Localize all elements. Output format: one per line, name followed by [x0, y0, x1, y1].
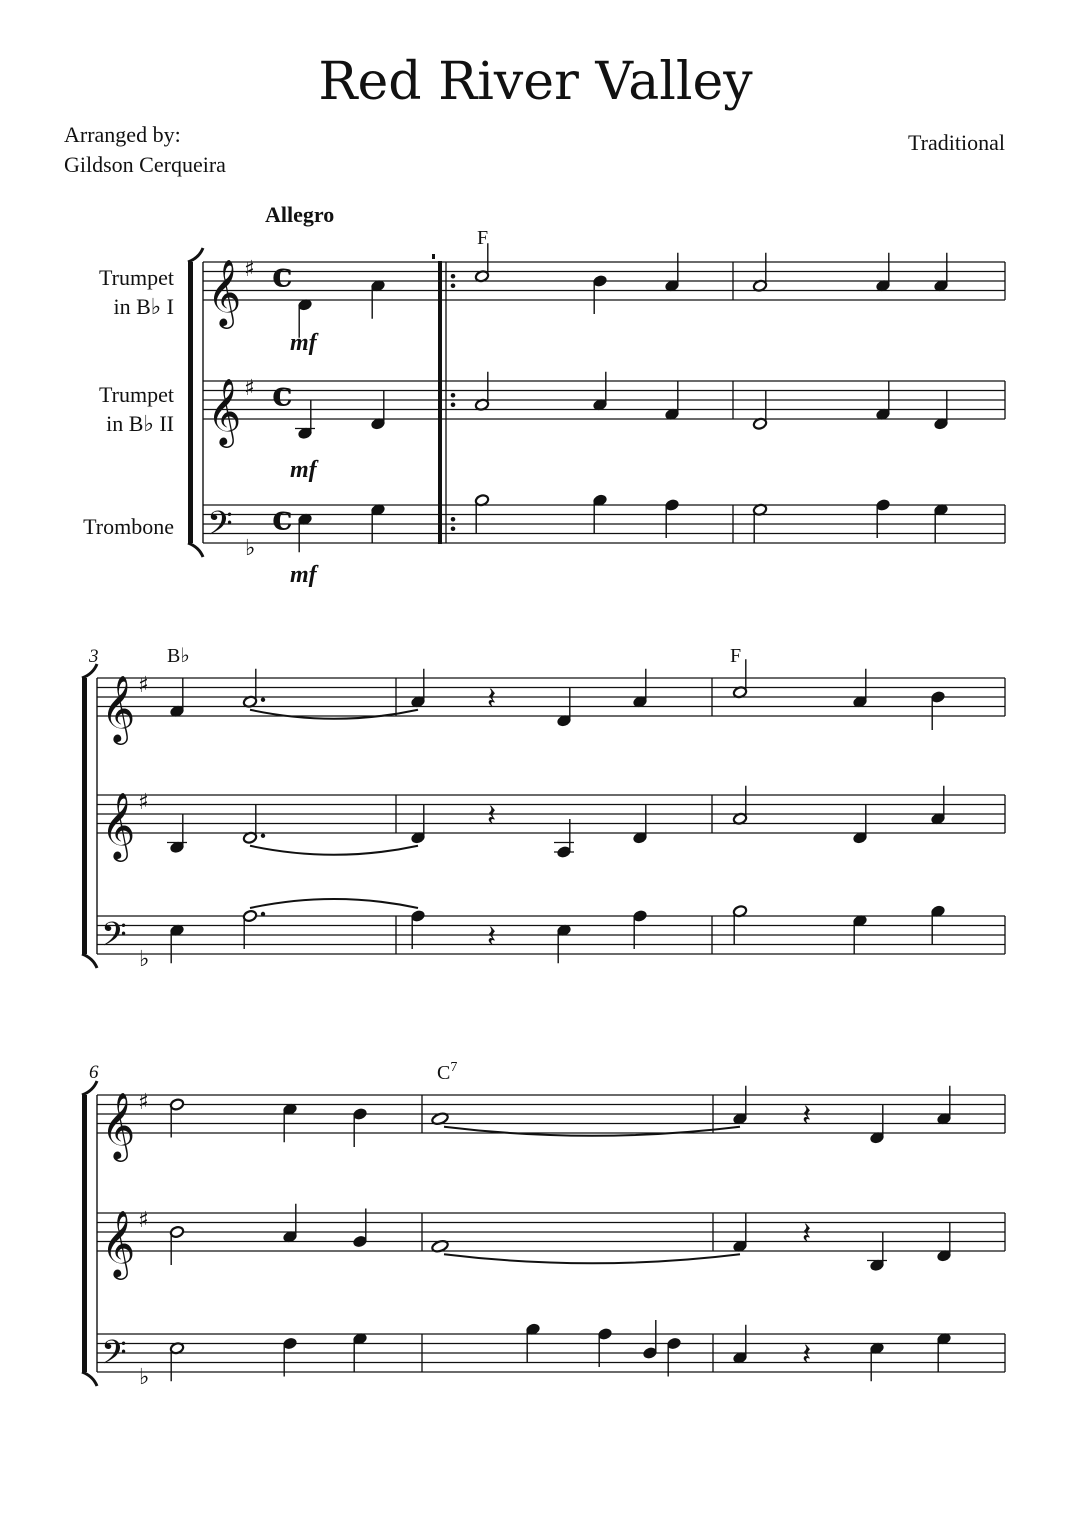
bass-clef: 𝄢 [101, 1334, 127, 1380]
note [475, 494, 490, 533]
instrument-name: Trumpet [99, 265, 174, 290]
bracket-hook [82, 1372, 97, 1386]
note [633, 805, 648, 844]
note [665, 381, 680, 420]
note [170, 1226, 185, 1265]
chord-symbol [437, 1060, 457, 1084]
system-bracket [188, 262, 193, 543]
note [853, 805, 868, 844]
common-time-signature: c [272, 374, 293, 415]
note [931, 786, 946, 825]
repeat-dot [451, 283, 456, 288]
measure-number: 6 [89, 1062, 99, 1083]
note [411, 805, 426, 844]
repeat-dot [451, 526, 456, 531]
key-sharp: ♯ [138, 1090, 149, 1115]
quarter-rest: 𝄽 [802, 1337, 812, 1373]
note [298, 400, 313, 439]
note [931, 691, 946, 730]
note [937, 1223, 952, 1262]
augmentation-dot [261, 834, 265, 838]
note [876, 253, 891, 292]
tie [250, 899, 418, 908]
note [557, 688, 572, 727]
note [937, 1332, 952, 1371]
note [934, 503, 949, 542]
dynamic-marking: mf [290, 457, 317, 483]
note [243, 910, 266, 949]
note [170, 814, 185, 853]
note [643, 1320, 658, 1359]
chord-symbol: F [477, 227, 489, 249]
note [934, 391, 949, 430]
key-sharp: ♯ [244, 376, 255, 401]
note [371, 503, 386, 542]
note [931, 905, 946, 944]
arranged-by-label: Arranged by: [64, 122, 181, 147]
composer-credit: Traditional [908, 130, 1005, 155]
note [371, 391, 386, 430]
treble-clef: 𝄞 [207, 258, 242, 326]
repeat-dot [451, 274, 456, 279]
bass-clef: 𝄢 [101, 916, 127, 962]
common-time-signature: c [272, 255, 293, 296]
note [753, 253, 768, 292]
note [853, 914, 868, 953]
key-sharp: ♯ [138, 1208, 149, 1233]
augmentation-dot [261, 912, 265, 916]
measure-number: 3 [89, 646, 99, 667]
note [353, 1332, 368, 1371]
note [243, 805, 266, 844]
instrument-transposition: in B♭ I [113, 294, 174, 319]
note [170, 1098, 185, 1137]
bracket-hook [188, 543, 203, 557]
augmentation-dot [261, 698, 265, 702]
score-title: Red River Valley [318, 52, 753, 112]
bass-clef: 𝄢 [207, 505, 233, 551]
repeat-dot [451, 517, 456, 522]
note [283, 1103, 298, 1142]
treble-clef: 𝄞 [207, 377, 242, 445]
note [298, 513, 313, 552]
key-sharp: ♯ [138, 673, 149, 698]
bracket-hook [82, 1081, 97, 1095]
quarter-rest: 𝄽 [802, 1098, 812, 1134]
key-sharp: ♯ [138, 790, 149, 815]
repeat-dot [451, 402, 456, 407]
arranger-name: Gildson Cerqueira [64, 152, 226, 177]
quarter-rest: 𝄽 [487, 681, 497, 717]
note [633, 669, 648, 708]
note [667, 1337, 682, 1376]
treble-clef: 𝄞 [101, 674, 136, 742]
note [593, 494, 608, 533]
note [934, 253, 949, 292]
note [733, 1325, 748, 1364]
note [733, 1213, 748, 1252]
note [475, 372, 490, 411]
key-flat: ♭ [139, 947, 150, 972]
key-flat: ♭ [139, 1365, 150, 1390]
note [411, 669, 426, 708]
note [733, 1086, 748, 1125]
note [876, 499, 891, 538]
note [283, 1337, 298, 1376]
note [937, 1086, 952, 1125]
note [633, 910, 648, 949]
quarter-rest: 𝄽 [487, 919, 497, 955]
chord-symbol: F [730, 645, 742, 667]
note [170, 678, 185, 717]
treble-clef: 𝄞 [101, 1209, 136, 1277]
tie [444, 1254, 740, 1263]
chord-symbol: B♭ [167, 645, 190, 667]
tie [250, 710, 418, 719]
key-flat: ♭ [245, 536, 256, 561]
note [598, 1328, 613, 1367]
note [475, 243, 490, 282]
tie [250, 846, 418, 855]
note [170, 924, 185, 963]
note [753, 391, 768, 430]
note [170, 1342, 185, 1381]
note [753, 503, 768, 542]
note [870, 1105, 885, 1144]
note [876, 381, 891, 420]
note [353, 1108, 368, 1147]
note [853, 669, 868, 708]
note [593, 275, 608, 314]
note [665, 253, 680, 292]
tie [444, 1127, 740, 1136]
tempo-marking: Allegro [265, 202, 335, 227]
note [353, 1209, 368, 1248]
instrument-name: Trumpet [99, 382, 174, 407]
note [526, 1323, 541, 1362]
repeat-thick-bar [438, 261, 442, 544]
note [371, 279, 386, 318]
repeat-dot [451, 393, 456, 398]
bracket-hook [188, 248, 203, 262]
note [665, 499, 680, 538]
treble-clef: 𝄞 [101, 1091, 136, 1159]
chord-root: C [437, 1062, 451, 1084]
bracket-hook-small [432, 254, 435, 259]
chord-extension: 7 [450, 1060, 458, 1075]
quarter-rest: 𝄽 [487, 798, 497, 834]
dynamic-marking: mf [290, 330, 317, 356]
key-sharp: ♯ [244, 257, 255, 282]
instrument-name: Trombone [83, 514, 174, 539]
note [243, 669, 266, 708]
dynamic-marking: mf [290, 562, 317, 588]
quarter-rest: 𝄽 [802, 1216, 812, 1252]
note [283, 1204, 298, 1243]
note [733, 905, 748, 944]
notation-layer [82, 243, 1005, 1390]
treble-clef: 𝄞 [101, 791, 136, 859]
note [593, 372, 608, 411]
common-time-signature: c [272, 498, 293, 539]
note [733, 786, 748, 825]
note [870, 1232, 885, 1271]
instrument-transposition: in B♭ II [106, 411, 174, 436]
system-bracket [82, 1095, 87, 1372]
system-bracket [82, 678, 87, 954]
note [411, 910, 426, 949]
note [870, 1342, 885, 1381]
note [557, 924, 572, 963]
bracket-hook [82, 954, 97, 968]
